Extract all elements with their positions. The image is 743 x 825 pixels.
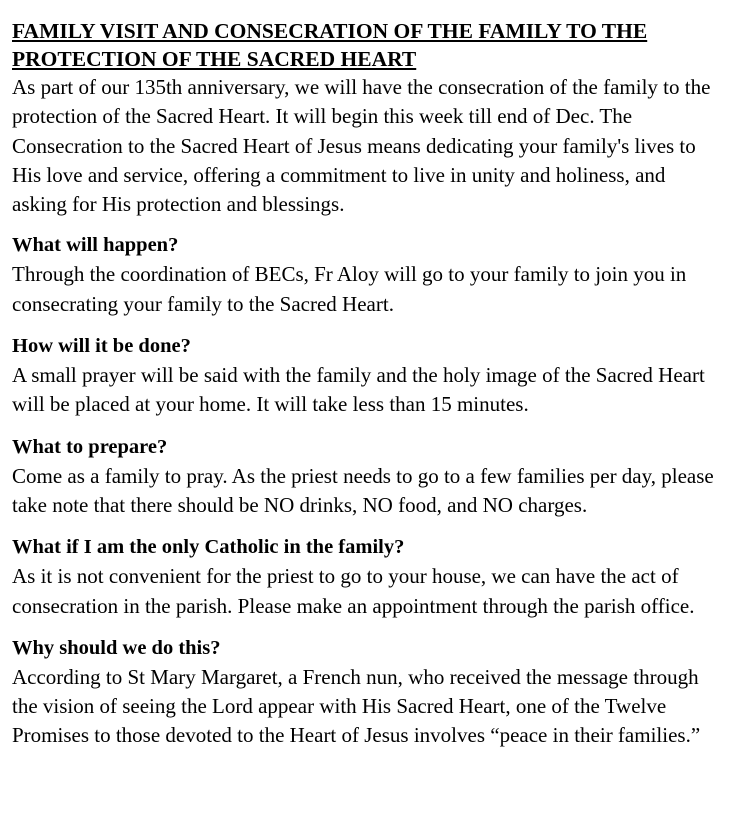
section-heading: What if I am the only Catholic in the family? (12, 536, 405, 559)
section-heading: What will happen? (12, 234, 179, 257)
section-what-to-prepare (12, 433, 723, 521)
section-why-do-this (12, 634, 723, 751)
section-heading: What to prepare? (12, 435, 168, 458)
document-title (12, 17, 723, 73)
section-heading: Why should we do this? (12, 636, 221, 659)
section-how-will-it-be-done (12, 332, 723, 420)
title-line-2: PROTECTION OF THE SACRED HEART (12, 47, 417, 71)
section-body: Through the coordination of BECs, Fr Aloy will go to your family to join you in consecrating your family to the Sacred Heart. (12, 262, 687, 316)
section-body: A small prayer will be said with the family and the holy image of the Sacred Heart will be placed at your home. It will take less than 15 minutes. (12, 363, 705, 417)
section-body: According to St Mary Margaret, a French nun, who received the message through the vision of seeing the Lord appear with His Sacred Heart, one of the Twelve Promises to those devoted to the Heart of Jesus involves “peace in their families.” (12, 664, 701, 748)
intro-paragraph: As part of our 135th anniversary, we will have the consecration of the family to the protection of the Sacred Heart. It will begin this week till end of Dec. The Consecration to the Sacred Heart of Jesus means dedicating your family's lives to His love and service, offering a commitment to live in unity and holiness, and asking for His protection and blessings. (12, 75, 711, 217)
section-body: Come as a family to pray. As the priest needs to go to a few families per day, please take note that there should be NO drinks, NO food, and NO charges. (12, 463, 714, 517)
section-what-will-happen (12, 231, 723, 319)
section-only-catholic (12, 533, 723, 621)
title-line-1: FAMILY VISIT AND CONSECRATION OF THE FAMILY TO THE (12, 19, 648, 43)
section-heading: How will it be done? (12, 335, 191, 358)
section-body: As it is not convenient for the priest to go to your house, we can have the act of consecration in the parish. Please make an appointment through the parish office. (12, 564, 695, 618)
